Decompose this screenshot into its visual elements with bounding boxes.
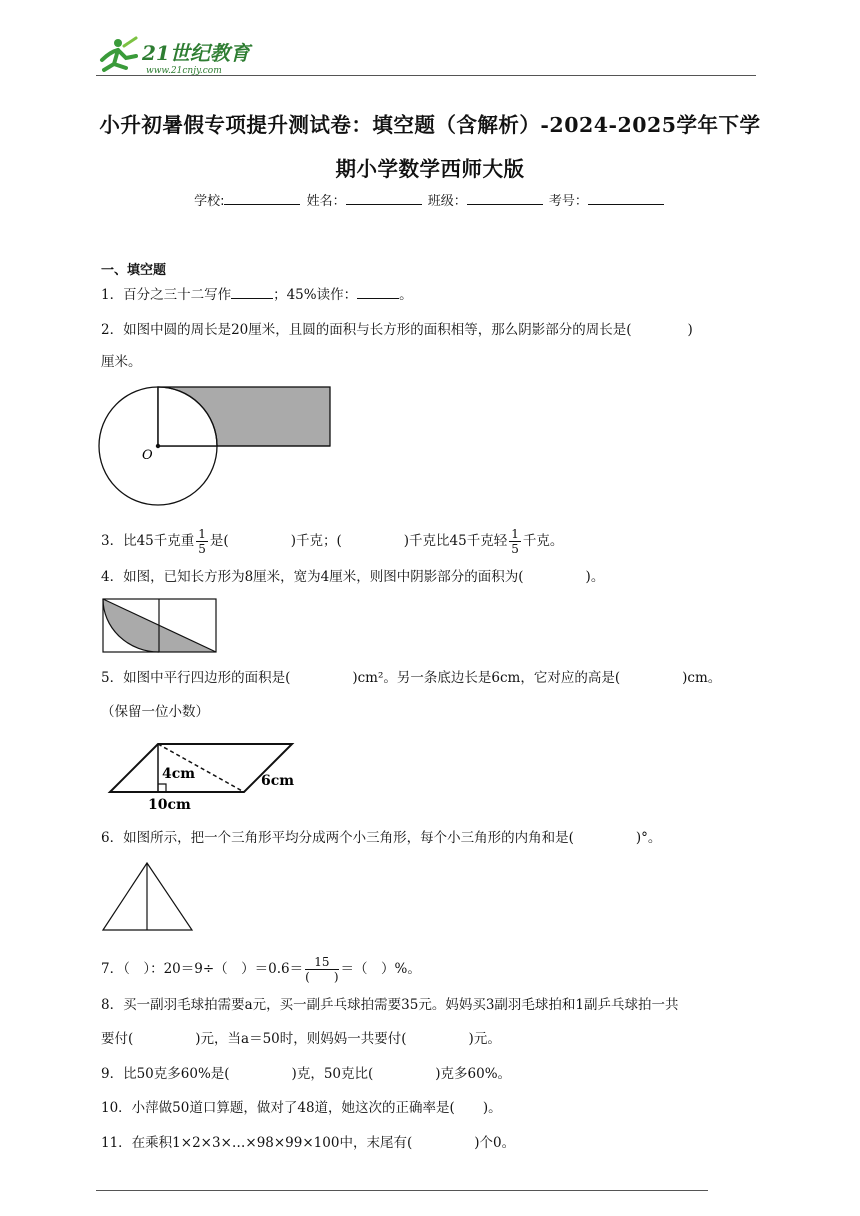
q5-height-label: 4cm	[162, 766, 196, 782]
class-label: 班级：	[427, 194, 467, 209]
q1-blank-2[interactable]	[357, 286, 399, 299]
name-label: 姓名：	[306, 194, 346, 209]
question-5: 5．如图中平行四边形的面积是( )cm²。另一条底边长是6cm，它对应的高是( )cm。	[101, 670, 722, 686]
school-blank[interactable]	[224, 192, 300, 205]
question-4: 4．如图，已知长方形为8厘米，宽为4厘米，则图中阴影部分的面积为( )。	[101, 569, 605, 585]
question-11: 11．在乘积1×2×3×…×98×99×100中，末尾有( )个0。	[101, 1135, 516, 1151]
page-title-line1: 小升初暑假专项提升测试卷：填空题（含解析）-2024-2025学年下学	[99, 113, 761, 137]
logo-text: 21世纪教育	[142, 41, 250, 65]
question-8-cont: 要付( )元，当a＝50时，则妈妈一共要付( )元。	[101, 1031, 501, 1047]
question-1: 1．百分之三十二写作 ；45%读作： 。	[101, 287, 413, 303]
q2-center-point	[156, 444, 160, 448]
student-info-fields	[96, 190, 764, 209]
logo-runner-icon	[96, 34, 256, 78]
q3-fraction-2: $\frac{1}{5}$	[511, 527, 519, 556]
logo	[96, 34, 256, 78]
question-2-cont: 厘米。	[101, 354, 142, 370]
q5-base-label: 10cm	[148, 797, 191, 813]
question-5-note: （保留一位小数）	[101, 704, 209, 720]
q2-center-label: O	[142, 448, 153, 463]
school-label: 学校:	[194, 194, 225, 209]
q5-side-label: 6cm	[261, 773, 295, 789]
q3-fraction-1: $\frac{1}{5}$	[198, 527, 206, 556]
q5-parallelogram-figure	[104, 740, 304, 814]
q7-fraction: $\frac{15}{( )}$	[305, 955, 339, 984]
class-blank[interactable]	[467, 192, 543, 205]
question-7: 7．（ ）：20＝9÷（ ）＝0.6＝ $\frac{15}{( )}$ ＝（ ）%。	[101, 955, 421, 984]
name-blank[interactable]	[346, 192, 422, 205]
footer-rule	[96, 1190, 708, 1191]
exam-no-label: 考号：	[548, 194, 588, 209]
question-10: 10．小萍做50道口算题，做对了48道，她这次的正确率是( )。	[101, 1100, 502, 1116]
q4-rectangle-figure	[100, 596, 220, 658]
q2-circle-rectangle-figure	[98, 385, 334, 509]
q6-triangle-figure	[100, 860, 196, 934]
question-2: 2．如图中圆的周长是20厘米，且圆的面积与长方形的面积相等，那么阴影部分的周长是( )	[101, 322, 693, 338]
page-title-line2: 期小学数学西师大版	[335, 157, 525, 181]
logo-url: www.21cnjy.com	[146, 66, 222, 76]
header-rule	[96, 75, 756, 76]
question-3: 3．比45千克重 $\frac{1}{5}$ 是( )千克；( )千克比45千克轻 $\frac{1}{5}$ 千克。	[101, 527, 564, 556]
question-8: 8．买一副羽毛球拍需要a元，买一副乒乓球拍需要35元。妈妈买3副羽毛球拍和1副乒乓球拍一共	[101, 997, 679, 1013]
question-9: 9．比50克多60%是( )克，50克比( )克多60%。	[101, 1066, 512, 1082]
question-6: 6．如图所示，把一个三角形平均分成两个小三角形，每个小三角形的内角和是( )°。	[101, 830, 662, 846]
q1-blank-1[interactable]	[231, 286, 273, 299]
section-heading: 一、填空题	[101, 263, 167, 278]
exam-no-blank[interactable]	[588, 192, 664, 205]
